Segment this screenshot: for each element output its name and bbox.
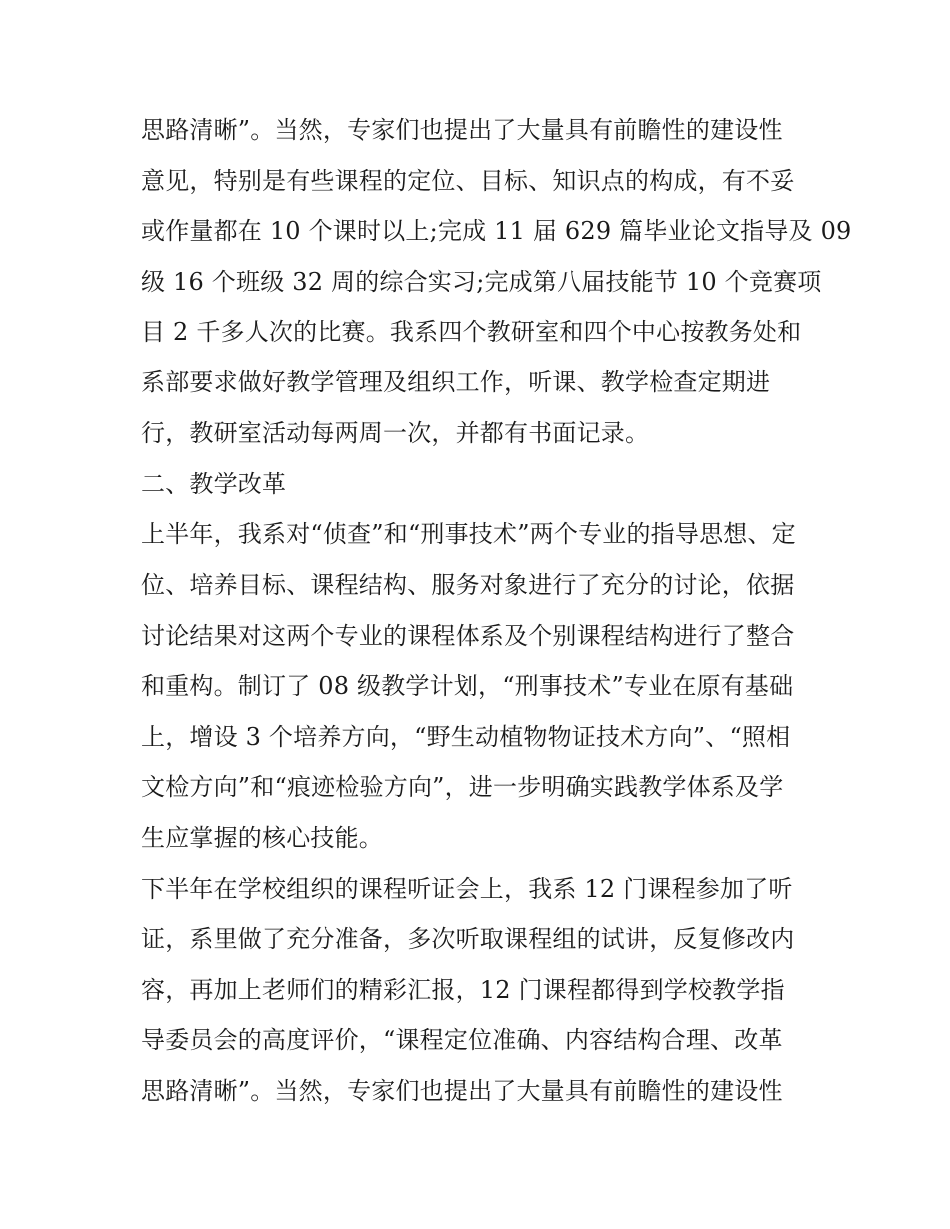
text-line: 思路清晰”。当然，专家们也提出了大量具有前瞻性的建设性 xyxy=(141,116,783,144)
text-line: 位、培养目标、课程结构、服务对象进行了充分的讨论，依据 xyxy=(141,571,795,599)
text-line: 或作量都在 10 个课时以上;完成 11 届 629 篇毕业论文指导及 09 xyxy=(141,217,852,245)
text-line: 导委员会的高度评价，“课程定位准确、内容结构合理、改革 xyxy=(141,1026,783,1054)
text-line: 讨论结果对这两个专业的课程体系及个别课程结构进行了整合 xyxy=(141,622,795,650)
text-line: 和重构。制订了 08 级教学计划，“刑事技术”专业在原有基础 xyxy=(141,672,794,700)
text-line: 生应掌握的核心技能。 xyxy=(141,824,383,852)
text-line: 思路清晰”。当然，专家们也提出了大量具有前瞻性的建设性 xyxy=(141,1077,783,1105)
text-line: 级 16 个班级 32 周的综合实习;完成第八届技能节 10 个竞赛项 xyxy=(141,268,822,296)
section-heading: 二、教学改革 xyxy=(141,470,287,498)
text-line: 目 2 千多人次的比赛。我系四个教研室和四个中心按教务处和 xyxy=(141,318,802,346)
text-line: 证，系里做了充分准备，多次听取课程组的试讲，反复修改内 xyxy=(141,925,795,953)
text-line: 行，教研室活动每两周一次，并都有书面记录。 xyxy=(141,419,650,447)
text-line: 意见，特别是有些课程的定位、目标、知识点的构成，有不妥 xyxy=(141,167,795,195)
text-line: 上半年，我系对“侦查”和“刑事技术”两个专业的指导思想、定 xyxy=(141,520,796,548)
text-line: 上，增设 3 个培养方向，“野生动植物物证技术方向”、“照相 xyxy=(141,723,791,751)
text-line: 容，再加上老师们的精彩汇报，12 门课程都得到学校教学指 xyxy=(141,976,785,1004)
text-line: 下半年在学校组织的课程听证会上，我系 12 门课程参加了听 xyxy=(141,875,793,903)
text-line: 系部要求做好教学管理及组织工作，听课、教学检查定期进 xyxy=(141,368,771,396)
text-line: 文检方向”和“痕迹检验方向”，进一步明确实践教学体系及学 xyxy=(141,773,784,801)
